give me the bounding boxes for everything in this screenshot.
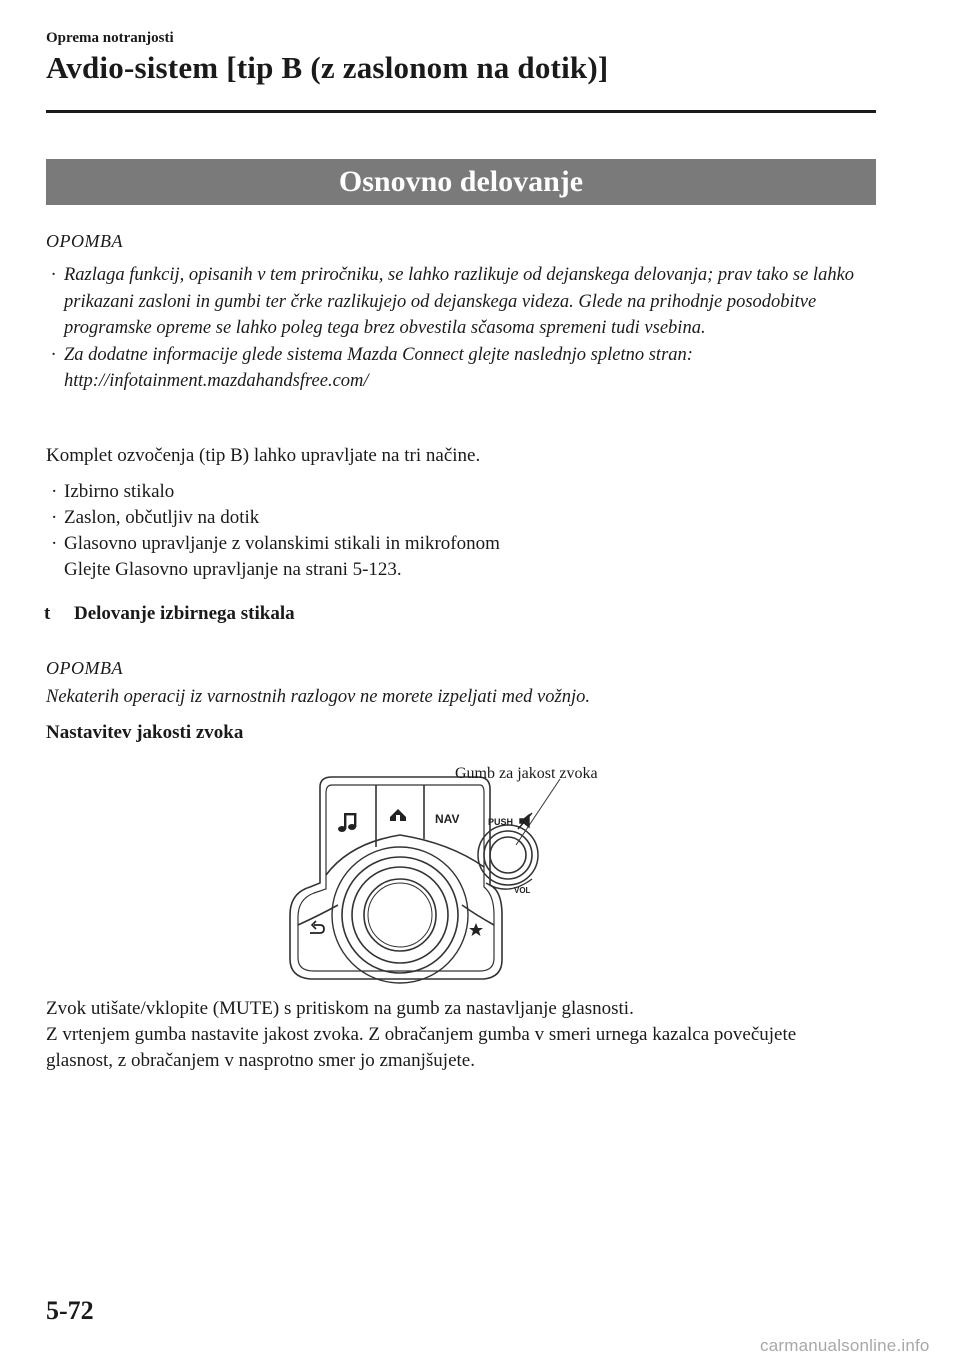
methods-list [51,479,864,583]
intro-text: Komplet ozvočenja (tip B) lahko upravljate na tri načine. [46,445,481,466]
dial-ring [342,857,458,973]
section-marker-icon: t [44,603,51,624]
bullet: · [51,507,58,528]
bullet: · [51,344,56,365]
commander-switch-figure [280,755,660,990]
watermark: carmanualsonline.info [760,1336,930,1355]
switch-base-outline [290,777,502,979]
note-list [51,262,864,395]
note-label: OPOMBA [46,231,123,251]
mute-icon [518,813,532,829]
vol-label: VOL [514,886,531,895]
nav-label: NAV [435,812,460,826]
page-title: Avdio-sistem [tip B (z zaslonom na dotik)] [46,50,609,85]
list-item [51,505,864,531]
note-item [51,262,864,342]
list-item [51,531,864,557]
list-item [51,479,864,505]
volume-knob-face [490,837,526,873]
button-divider [462,905,494,925]
callout-leader-line [516,779,560,845]
bullet: · [51,481,58,502]
dial-face-inner [368,883,432,947]
volume-knob-outer [478,825,538,885]
note-item-text: Za dodatne informacije glede sistema Mazda Connect glejte naslednjo spletno stran: http://infotainment.mazdahandsfree.com/ [64,344,693,391]
paragraph-volume: Z vrtenjem gumba nastavite jakost zvoka. Z obračanjem gumba v smeri urnega kazalca povečujete glasnost, z obračanjem v nasprotno smer jo zmanjšujete. [46,1024,797,1071]
figure-callout: Gumb za jakost zvoka [455,765,598,782]
running-header-section: Oprema notranjosti [46,30,174,46]
bullet: · [51,533,58,554]
favorites-star-icon [469,923,483,936]
note-item-text: Razlaga funkcij, opisanih v tem priročniku, se lahko razlikuje od dejanskega delovanja; prav tako se lahko prikazani zasloni in gumbi ter črke razlikujejo od dejanskega videza. Glede na prihodnje posodobitve programske opreme se lahko poleg tega brez obvestila sčasoma spremeni tudi vsebina. [64,265,855,338]
push-label: PUSH [488,817,514,827]
paragraph-mute: Zvok utišate/vklopite (MUTE) s pritiskom na gumb za nastavljanje glasnosti. [46,998,634,1019]
section-heading: Delovanje izbirnega stikala [74,603,295,624]
home-icon [390,809,406,821]
bullet: · [51,265,56,285]
volume-knob-ring [484,831,532,879]
dial-face [364,879,436,951]
dial-ring [352,867,448,963]
list-item-text: Izbirno stikalo [64,481,175,502]
music-icon [338,813,356,832]
back-icon [310,921,324,933]
header-rule [46,110,876,113]
cross-reference: Glejte Glasovno upravljanje na strani 5-123. [64,559,402,580]
note-item [51,342,864,395]
subsection-heading: Nastavitev jakosti zvoka [46,722,244,743]
note-label: OPOMBA [46,658,123,678]
list-item-text: Zaslon, občutljiv na dotik [64,507,260,528]
note-text: Nekaterih operacij iz varnostnih razlogov ne morete izpeljati med vožnjo. [46,687,590,707]
list-item-text: Glasovno upravljanje z volanskimi stikali in mikrofonom [64,533,500,554]
page-number: 5-72 [46,1296,94,1325]
section-banner: Osnovno delovanje [46,159,876,205]
